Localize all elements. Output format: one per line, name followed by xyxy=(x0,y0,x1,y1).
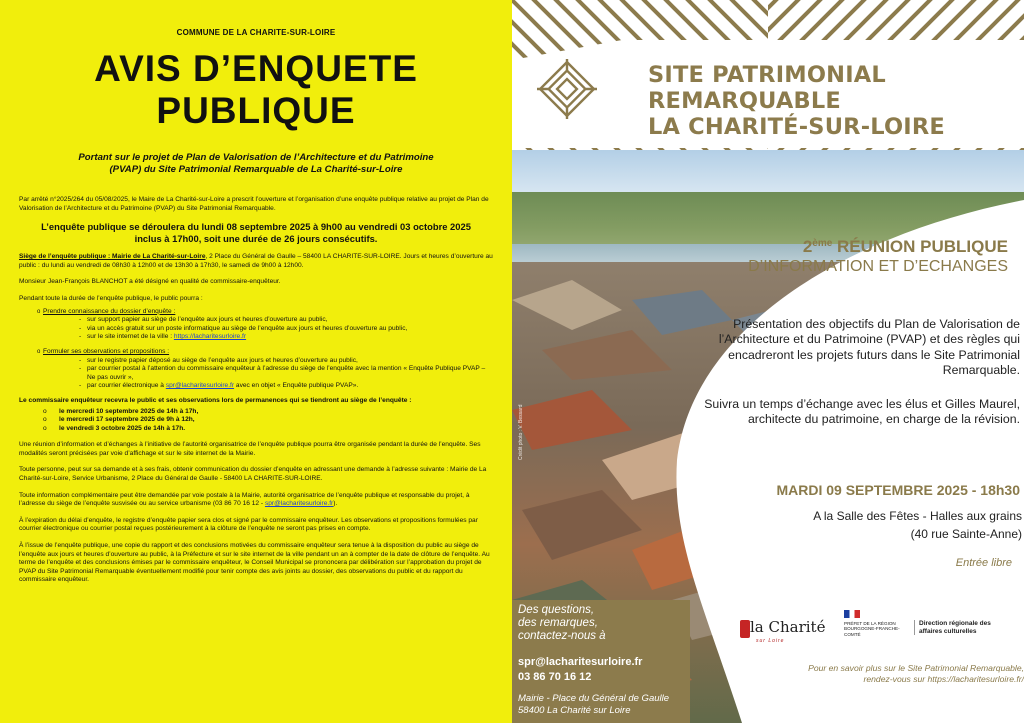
reunion-title-line xyxy=(712,234,1008,257)
enquete-dates xyxy=(19,221,493,244)
contact-address xyxy=(518,693,669,717)
venue-line2: (40 rue Sainte-Anne) xyxy=(910,527,1022,541)
item2-sublist xyxy=(43,357,493,391)
event-venue xyxy=(712,507,1022,543)
reunion-title: RÉUNION PUBLIQUE xyxy=(837,237,1008,256)
email-link-2[interactable]: spr@lacharitesurloire.fr xyxy=(264,500,334,508)
more-info xyxy=(724,663,1024,685)
la-charite-logo xyxy=(736,610,826,656)
address-line2: 58400 La Charité sur Loire xyxy=(518,705,631,716)
notice-subtitle xyxy=(40,152,472,176)
reunion-ordinal: 2 xyxy=(802,237,813,256)
presentation-text: Présentation des objectifs du Plan de Valorisation de l’Architecture et du Patrimoine (PVAP) et des règles qui encadreront les projets futurs dans le Site Patrimonial Remarquable. xyxy=(718,317,1020,378)
exchange-text: Suivra un temps d’échange avec les élus et Gilles Maurel, architecte du patrimoine, en charge de la révision. xyxy=(704,397,1020,427)
prefet-logo xyxy=(844,610,904,656)
permanences-list xyxy=(19,408,493,434)
more-line2[interactable]: rendez-vous sur https://lacharitesurloire.fr/ xyxy=(863,674,1024,684)
complementaire-pre: Toute information complémentaire peut être demandée par voie postale à la Mairie, autorité organisatrice de l’enquête publique et responsable du projet, à l’adresse du siège de l’enquête susvisée ou au service urbanisme (03 86 70 16 12 - xyxy=(19,491,470,508)
notice-title-line2: PUBLIQUE xyxy=(156,90,356,131)
contact-email[interactable]: spr@lacharitesurloire.fr xyxy=(518,656,643,668)
free-entry: Entrée libre xyxy=(955,557,1012,569)
enquete-dates-line1: L’enquête publique se déroulera du lundi 08 septembre 2025 à 9h00 au vendredi 03 octobre 2025 xyxy=(41,221,471,233)
notice-subtitle-line1: Portant sur le projet de Plan de Valorisation de l’Architecture et du Patrimoine xyxy=(78,152,434,163)
intro-paragraph: Par arrêté n°2025/264 du 05/08/2025, le Maire de La Charité-sur-Loire a prescrit l’ouverture et l’organisation d’une enquête publique relative au projet de Plan de Valorisation de l’Architecture et du Patrimoine (PVAP) du Site Patrimonial Remarquable. xyxy=(19,196,489,212)
item1-title: Prendre connaissance du dossier d’enquête : xyxy=(43,307,176,315)
siege-label: Siège de l’enquête publique : Mairie de La Charité-sur-Loire xyxy=(19,253,206,261)
site-title-line2: REMARQUABLE xyxy=(648,88,841,114)
poster-panel xyxy=(512,0,1024,723)
public-actions-list xyxy=(19,308,493,391)
more-line1: Pour en savoir plus sur le Site Patrimonial Remarquable, xyxy=(808,663,1024,673)
list-item: o le vendredi 3 octobre 2025 de 14h à 17h. xyxy=(19,425,493,434)
contact-question xyxy=(518,604,686,643)
reunion-heading xyxy=(712,234,1008,277)
question-line1: Des questions, xyxy=(518,604,595,616)
list-item: - par courrier postal à l’attention du commissaire enquêteur à l’adresse du siège de l’enquête avec la mention « Enquête Publique PVAP – Ne pas ouvrir », xyxy=(43,365,493,382)
drac-text: Direction régionale des affaires culturelles xyxy=(914,620,1014,635)
siege-paragraph xyxy=(19,253,493,270)
notice-title xyxy=(0,48,512,132)
prefet-text: PRÉFET DE LA RÉGION BOURGOGNE-FRANCHE-COMTÉ xyxy=(844,621,900,637)
website-link[interactable]: https://lacharitesurloire.fr xyxy=(173,333,247,341)
item2-sub3-pre: par courrier électronique à xyxy=(87,382,164,390)
site-title xyxy=(648,62,1020,140)
site-title-line1: SITE PATRIMONIAL xyxy=(648,62,886,88)
complementaire-post: ). xyxy=(333,500,338,508)
list-item: - sur support papier au siège de l’enquête aux jours et heures d’ouverture au public, xyxy=(43,316,493,325)
item1-sublist xyxy=(43,316,493,342)
item2-sub3-post: avec en objet « Enquête publique PVAP». xyxy=(235,382,359,390)
commune-heading: COMMUNE DE LA CHARITE-SUR-LOIRE xyxy=(176,28,336,37)
list-item xyxy=(43,333,493,342)
expiration-paragraph: À l’expiration du délai d’enquête, le registre d’enquête papier sera clos et signé par le commissaire enquêteur. Les observations et propositions formulées par courrier électronique ou courrier postal reçues postérieurement à la clôture de l’enquête ne seront pas prises en compte. xyxy=(19,516,478,533)
permanences-intro-text: Le commissaire enquêteur recevra le public et ses observations lors de permanences qui se tiendront au siège de l’enquête : xyxy=(19,396,412,404)
contact-phone: 03 86 70 16 12 xyxy=(518,671,592,683)
commissaire-paragraph: Monsieur Jean-François BLANCHOT a été désigné en qualité de commissaire-enquêteur. xyxy=(19,278,281,286)
spr-emblem-icon xyxy=(536,58,598,120)
notice-title-line1: AVIS D’ENQUETE xyxy=(94,48,418,89)
contact-box xyxy=(512,600,690,723)
siege-text: , 2 Place du Général de Gaulle – 58400 LA CHARITE-SUR-LOIRE. Jours et heures d’ouverture au public : du lundi au vendredi de 08h30 à 12h00 et de 13h30 à 17h30, le samedi de 9h00 à 12h00. xyxy=(19,253,493,269)
item1-sub3-text: sur le site internet de la ville : xyxy=(87,333,173,341)
notice-subtitle-line2: (PVAP) du Site Patrimonial Remarquable de La Charité-sur-Loire xyxy=(109,164,403,175)
reunion-paragraph: Une réunion d’information et d’échanges à l’initiative de l’autorité organisatrice de l’enquête publique pourra être organisée pendant la durée de l’enquête. Ses modalités seront précisées par voie d’affichage et sur le site internet de la Mairie. xyxy=(19,441,481,457)
la-charite-mark-icon xyxy=(740,620,750,638)
list-item xyxy=(43,382,493,391)
email-link[interactable]: spr@lacharitesurloire.fr xyxy=(165,382,235,390)
list-item: o le mercredi 10 septembre 2025 de 14h à 17h, xyxy=(19,408,493,417)
enquete-dates-line2: inclus à 17h00, soit une durée de 26 jours consécutifs. xyxy=(134,232,378,244)
notice-body xyxy=(19,196,493,593)
issue-paragraph: À l’issue de l’enquête publique, une copie du rapport et des conclusions motivées du commissaire enquêteur sera tenue à la disposition du public au siège de l’enquête aux jours et heures d’ouverture au public, à la Préfecture et sur le site internet de la ville pendant un an à compter de la date de clôture de l’enquête. Au terme de l’enquête et des conclusions émises par le commissaire enquêteur, le Conseil Municipal se prononcera par délibération sur l’approbation du projet de PVAP du Site Patrimonial Remarquable éventuellement modifié pour tenir compte des avis joints au dossier, des observations du public et du rapport du commissaire enquêteur. xyxy=(19,542,490,584)
list-item xyxy=(19,348,493,391)
communication-paragraph: Toute personne, peut sur sa demande et à ses frais, obtenir communication du dossier d’enquête en adressant une demande à l’adresse suivante : Mairie de La Charité-sur-Loire, Service Urbanisme, 2 Place du Général de Gaulle - 58400 LA CHARITE-SUR-LOIRE. xyxy=(19,466,487,483)
partner-logos xyxy=(734,608,1024,664)
complementaire-paragraph xyxy=(19,492,493,509)
list-item xyxy=(19,308,493,342)
list-item: - sur le registre papier déposé au siège de l’enquête aux jours et heures d’ouverture au public, xyxy=(43,357,493,366)
french-flag-icon xyxy=(844,610,860,618)
question-line2: des remarques, xyxy=(518,617,598,629)
list-item: o le mercredi 17 septembre 2025 de 9h à 12h, xyxy=(19,416,493,425)
photo-credit: Crédit photo : V. Bessard xyxy=(518,404,524,460)
reunion-sup: ème xyxy=(812,238,833,249)
permanences-intro xyxy=(19,397,493,406)
venue-line1: A la Salle des Fêtes - Halles aux grains xyxy=(813,509,1022,523)
reunion-subtitle: D’INFORMATION ET D’ECHANGES xyxy=(748,258,1008,275)
event-date: MARDI 09 SEPTEMBRE 2025 - 18h30 xyxy=(776,482,1020,498)
la-charite-logo-text: la Charité xyxy=(750,618,826,636)
site-title-line3: LA CHARITÉ-SUR-LOIRE xyxy=(648,114,945,140)
question-line3: contactez-nous à xyxy=(518,630,606,642)
item2-title: Formuler ses observations et propositions : xyxy=(43,347,170,355)
pendant-paragraph: Pendant toute la durée de l’enquête publique, le public pourra : xyxy=(19,294,203,302)
list-item: - via un accès gratuit sur un poste informatique au siège de l’enquête aux jours et heures d’ouverture au public, xyxy=(43,325,493,334)
address-line1: Mairie - Place du Général de Gaulle xyxy=(518,693,670,704)
la-charite-logo-sub: sur Loire xyxy=(756,638,785,644)
